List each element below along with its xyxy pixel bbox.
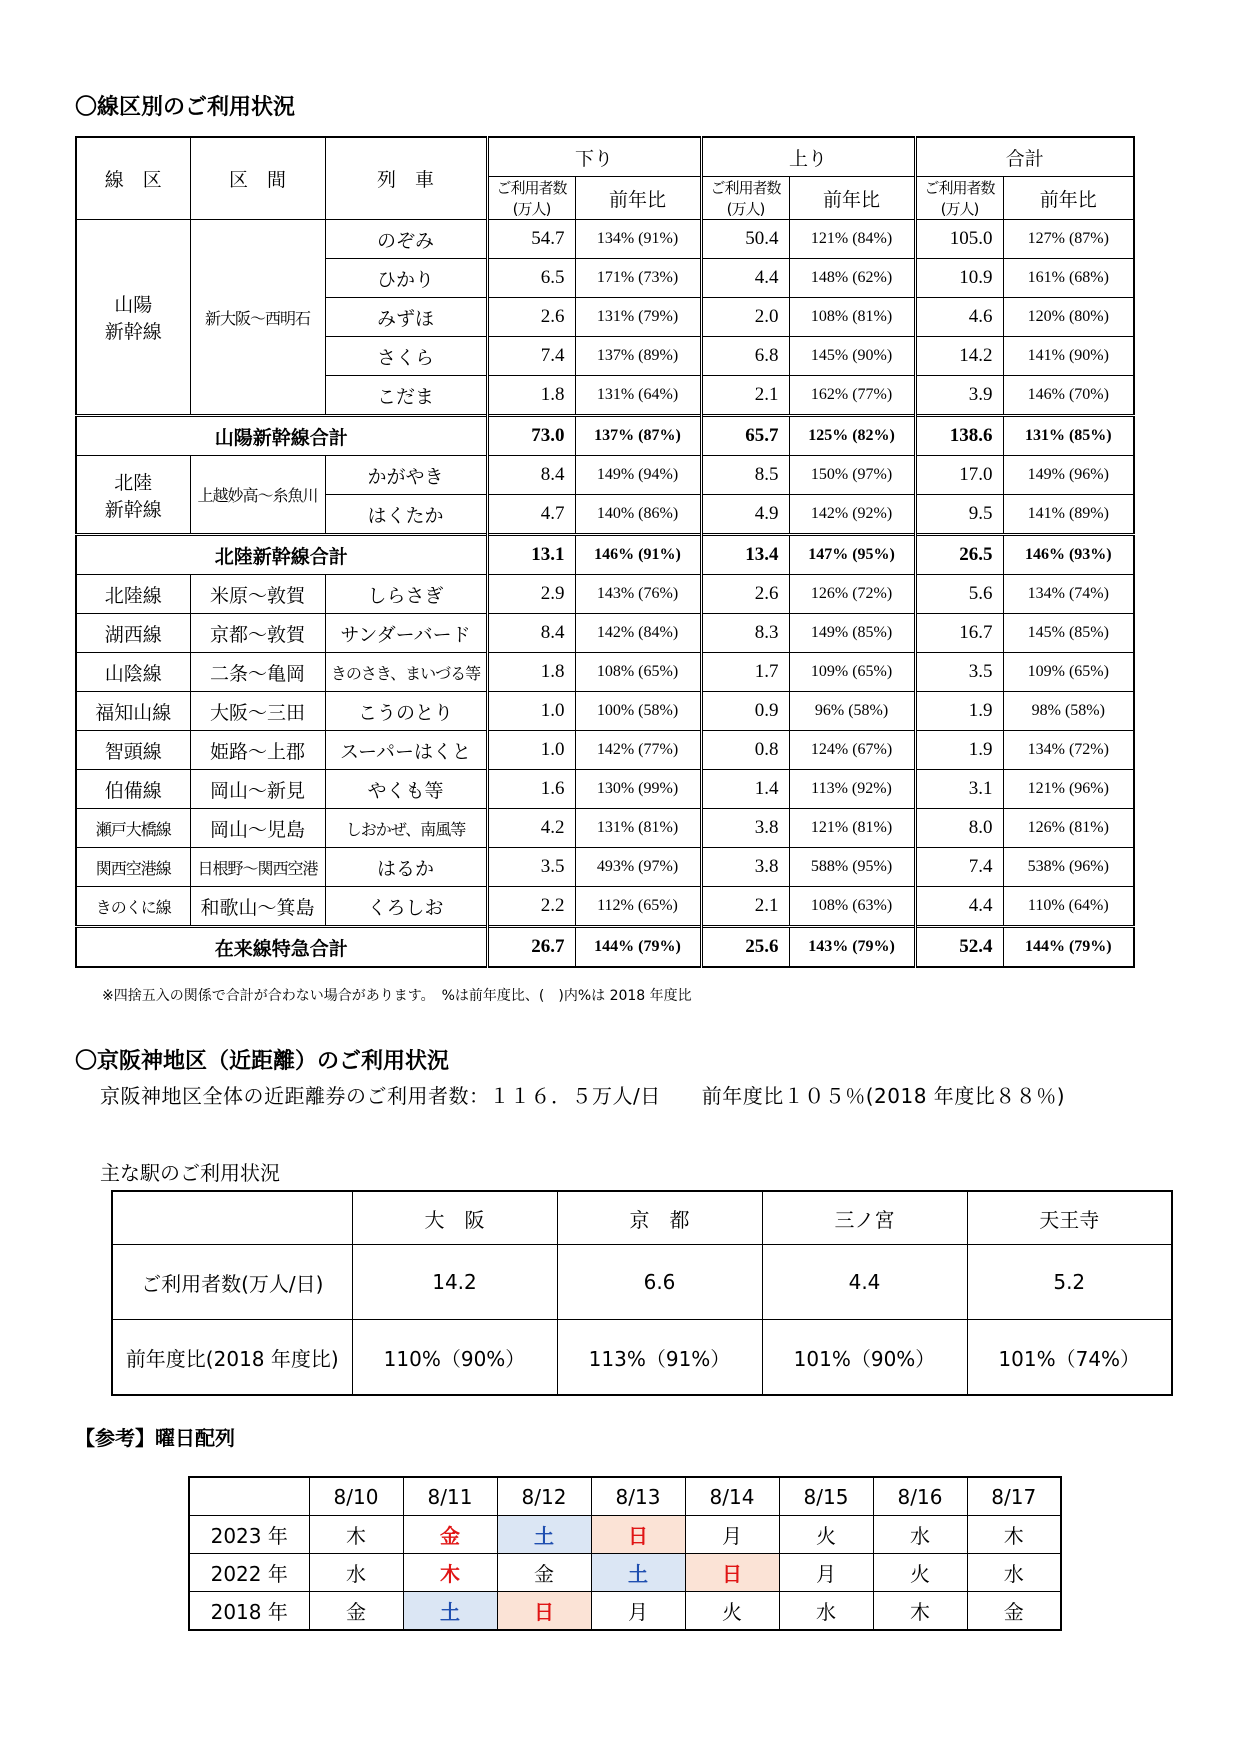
total-users-cell: 1.9 <box>915 692 1003 731</box>
weekday-cell: 火 <box>685 1592 779 1631</box>
total-users-cell: 16.7 <box>915 614 1003 653</box>
line-cell: 湖西線 <box>76 614 190 653</box>
total-ratio-cell: 146% (70%) <box>1003 376 1134 416</box>
subtotal-label: 山陽新幹線合計 <box>76 416 487 456</box>
train-cell: かがやき <box>325 456 487 495</box>
total-ratio-cell: 109% (65%) <box>1003 653 1134 692</box>
station-ratio: 101%（90%） <box>762 1320 967 1396</box>
down-ratio-cell: 143% (76%) <box>575 575 701 614</box>
station-users: 4.4 <box>762 1245 967 1320</box>
total-users-cell: 138.6 <box>915 416 1003 456</box>
down-ratio-cell: 140% (86%) <box>575 495 701 535</box>
down-users-cell: 6.5 <box>487 259 575 298</box>
station-ratio: 110%（90%） <box>352 1320 557 1396</box>
weekday-cell: 火 <box>779 1516 873 1554</box>
up-users-cell: 25.6 <box>701 927 789 968</box>
total-users-cell: 4.4 <box>915 887 1003 927</box>
weekday-cell: 水 <box>967 1554 1061 1592</box>
up-ratio-cell: 143% (79%) <box>789 927 915 968</box>
section-cell: 和歌山〜箕島 <box>190 887 325 927</box>
header-train: 列 車 <box>325 137 487 220</box>
section-cell: 岡山〜新見 <box>190 770 325 809</box>
up-users-cell: 65.7 <box>701 416 789 456</box>
date-header: 8/12 <box>497 1477 591 1516</box>
weekday-cell: 月 <box>685 1516 779 1554</box>
up-users-cell: 2.0 <box>701 298 789 337</box>
train-cell: こだま <box>325 376 487 416</box>
up-users-cell: 4.9 <box>701 495 789 535</box>
subtotal-label: 北陸新幹線合計 <box>76 535 487 575</box>
section2-title: 〇京阪神地区（近距離）のご利用状況 <box>75 1049 450 1074</box>
section-cell: 新大阪〜西明石 <box>190 220 325 416</box>
year-row <box>189 1516 1061 1554</box>
total-users-cell: 9.5 <box>915 495 1003 535</box>
down-users-cell: 1.6 <box>487 770 575 809</box>
up-users-cell: 3.8 <box>701 809 789 848</box>
total-ratio-cell: 121% (96%) <box>1003 770 1134 809</box>
up-ratio-cell: 108% (63%) <box>789 887 915 927</box>
line-cell: 山陰線 <box>76 653 190 692</box>
footnote: ※四捨五入の関係で合計が合わない場合があります。 %は前年度比、( )内%は 2018 年度比 <box>102 988 692 1004</box>
up-users-cell: 1.4 <box>701 770 789 809</box>
up-ratio-cell: 108% (81%) <box>789 298 915 337</box>
total-users-cell: 8.0 <box>915 809 1003 848</box>
down-ratio-cell: 171% (73%) <box>575 259 701 298</box>
weekday-cell: 火 <box>873 1554 967 1592</box>
up-ratio-cell: 162% (77%) <box>789 376 915 416</box>
weekday-cell: 木 <box>967 1516 1061 1554</box>
header-down-users: ご利用者数(万人) <box>487 177 575 220</box>
total-ratio-cell: 146% (93%) <box>1003 535 1134 575</box>
train-cell: しらさぎ <box>325 575 487 614</box>
down-users-cell: 3.5 <box>487 848 575 887</box>
weekday-cell: 木 <box>873 1592 967 1631</box>
total-ratio-cell: 141% (90%) <box>1003 337 1134 376</box>
table-row <box>76 614 1134 653</box>
header-down: 下り <box>487 137 701 177</box>
date-header: 8/10 <box>309 1477 403 1516</box>
total-users-cell: 3.1 <box>915 770 1003 809</box>
date-header: 8/14 <box>685 1477 779 1516</box>
date-header: 8/13 <box>591 1477 685 1516</box>
down-ratio-cell: 137% (89%) <box>575 337 701 376</box>
total-users-cell: 26.5 <box>915 535 1003 575</box>
header-section: 区 間 <box>190 137 325 220</box>
train-cell: ひかり <box>325 259 487 298</box>
header-line: 線 区 <box>76 137 190 220</box>
table-row <box>76 653 1134 692</box>
down-ratio-cell: 142% (84%) <box>575 614 701 653</box>
train-cell: みずほ <box>325 298 487 337</box>
up-ratio-cell: 124% (67%) <box>789 731 915 770</box>
weekday-cell: 木 <box>403 1554 497 1592</box>
section-cell: 大阪〜三田 <box>190 692 325 731</box>
train-cell: さくら <box>325 337 487 376</box>
line-cell: 北陸 新幹線 <box>76 456 190 535</box>
up-users-cell: 8.5 <box>701 456 789 495</box>
section1-title: 〇線区別のご利用状況 <box>75 95 296 120</box>
up-ratio-cell: 121% (81%) <box>789 809 915 848</box>
station-ratio: 113%（91%） <box>557 1320 762 1396</box>
line-cell: 智頭線 <box>76 731 190 770</box>
up-ratio-cell: 150% (97%) <box>789 456 915 495</box>
train-cell: しおかぜ、南風等 <box>325 809 487 848</box>
table-row <box>76 575 1134 614</box>
up-ratio-cell: 148% (62%) <box>789 259 915 298</box>
weekday-cell: 水 <box>309 1554 403 1592</box>
section-cell: 姫路〜上郡 <box>190 731 325 770</box>
table-row <box>76 887 1134 927</box>
users-row-label: ご利用者数(万人/日) <box>112 1245 352 1320</box>
section3-title: 【参考】曜日配列 <box>75 1426 235 1450</box>
section-cell: 京都〜敦賀 <box>190 614 325 653</box>
weekday-header-blank <box>189 1477 309 1516</box>
header-up-users: ご利用者数(万人) <box>701 177 789 220</box>
subtotal-row <box>76 927 1134 968</box>
down-ratio-cell: 131% (64%) <box>575 376 701 416</box>
train-cell: はるか <box>325 848 487 887</box>
total-users-cell: 17.0 <box>915 456 1003 495</box>
down-ratio-cell: 142% (77%) <box>575 731 701 770</box>
ratio-row-label: 前年度比(2018 年度比) <box>112 1320 352 1396</box>
down-ratio-cell: 130% (99%) <box>575 770 701 809</box>
up-ratio-cell: 588% (95%) <box>789 848 915 887</box>
date-header: 8/15 <box>779 1477 873 1516</box>
down-users-cell: 7.4 <box>487 337 575 376</box>
up-users-cell: 50.4 <box>701 220 789 259</box>
down-ratio-cell: 149% (94%) <box>575 456 701 495</box>
up-users-cell: 3.8 <box>701 848 789 887</box>
table-row <box>76 848 1134 887</box>
down-users-cell: 4.7 <box>487 495 575 535</box>
weekday-cell: 金 <box>403 1516 497 1554</box>
down-users-cell: 54.7 <box>487 220 575 259</box>
table-row <box>76 809 1134 848</box>
total-ratio-cell: 126% (81%) <box>1003 809 1134 848</box>
down-ratio-cell: 137% (87%) <box>575 416 701 456</box>
weekday-cell: 日 <box>497 1592 591 1631</box>
down-users-cell: 2.9 <box>487 575 575 614</box>
up-users-cell: 2.6 <box>701 575 789 614</box>
table-row <box>76 220 1134 259</box>
header-up-ratio: 前年比 <box>789 177 915 220</box>
total-ratio-cell: 149% (96%) <box>1003 456 1134 495</box>
total-users-cell: 1.9 <box>915 731 1003 770</box>
station-usage-table <box>111 1190 1173 1396</box>
total-ratio-cell: 98% (58%) <box>1003 692 1134 731</box>
train-cell: こうのとり <box>325 692 487 731</box>
total-ratio-cell: 120% (80%) <box>1003 298 1134 337</box>
line-cell: 福知山線 <box>76 692 190 731</box>
down-users-cell: 1.0 <box>487 731 575 770</box>
date-header: 8/16 <box>873 1477 967 1516</box>
date-header: 8/17 <box>967 1477 1061 1516</box>
total-users-cell: 5.6 <box>915 575 1003 614</box>
up-users-cell: 8.3 <box>701 614 789 653</box>
header-total-ratio: 前年比 <box>1003 177 1134 220</box>
up-ratio-cell: 149% (85%) <box>789 614 915 653</box>
line-cell: きのくに線 <box>76 887 190 927</box>
up-users-cell: 6.8 <box>701 337 789 376</box>
total-ratio-cell: 538% (96%) <box>1003 848 1134 887</box>
header-down-ratio: 前年比 <box>575 177 701 220</box>
subtotal-row <box>76 535 1134 575</box>
down-users-cell: 2.6 <box>487 298 575 337</box>
down-users-cell: 8.4 <box>487 614 575 653</box>
year-label: 2018 年 <box>189 1592 309 1631</box>
down-users-cell: 1.8 <box>487 653 575 692</box>
station-users: 14.2 <box>352 1245 557 1320</box>
section-cell: 米原〜敦賀 <box>190 575 325 614</box>
weekday-cell: 月 <box>779 1554 873 1592</box>
down-users-cell: 1.8 <box>487 376 575 416</box>
station-name: 大 阪 <box>352 1191 557 1245</box>
total-users-cell: 7.4 <box>915 848 1003 887</box>
line-cell: 北陸線 <box>76 575 190 614</box>
down-ratio-cell: 134% (91%) <box>575 220 701 259</box>
down-ratio-cell: 100% (58%) <box>575 692 701 731</box>
table-row <box>76 692 1134 731</box>
train-cell: のぞみ <box>325 220 487 259</box>
subtotal-row <box>76 416 1134 456</box>
down-ratio-cell: 144% (79%) <box>575 927 701 968</box>
total-users-cell: 52.4 <box>915 927 1003 968</box>
weekday-cell: 月 <box>591 1592 685 1631</box>
train-cell: やくも等 <box>325 770 487 809</box>
total-users-cell: 3.9 <box>915 376 1003 416</box>
down-users-cell: 2.2 <box>487 887 575 927</box>
weekday-cell: 水 <box>873 1516 967 1554</box>
weekday-cell: 土 <box>591 1554 685 1592</box>
up-ratio-cell: 142% (92%) <box>789 495 915 535</box>
up-users-cell: 2.1 <box>701 376 789 416</box>
station-name: 京 都 <box>557 1191 762 1245</box>
total-ratio-cell: 144% (79%) <box>1003 927 1134 968</box>
total-ratio-cell: 145% (85%) <box>1003 614 1134 653</box>
weekday-cell: 日 <box>591 1516 685 1554</box>
station-users: 6.6 <box>557 1245 762 1320</box>
total-users-cell: 105.0 <box>915 220 1003 259</box>
table-row <box>76 770 1134 809</box>
section-cell: 上越妙高〜糸魚川 <box>190 456 325 535</box>
line-cell: 関西空港線 <box>76 848 190 887</box>
weekday-cell: 金 <box>967 1592 1061 1631</box>
header-up: 上り <box>701 137 915 177</box>
up-users-cell: 0.8 <box>701 731 789 770</box>
total-ratio-cell: 131% (85%) <box>1003 416 1134 456</box>
table-row <box>76 731 1134 770</box>
up-ratio-cell: 126% (72%) <box>789 575 915 614</box>
station-users: 5.2 <box>967 1245 1172 1320</box>
line-usage-table <box>75 136 1135 968</box>
down-users-cell: 8.4 <box>487 456 575 495</box>
down-users-cell: 4.2 <box>487 809 575 848</box>
section-cell: 岡山〜児島 <box>190 809 325 848</box>
up-ratio-cell: 96% (58%) <box>789 692 915 731</box>
line-cell: 伯備線 <box>76 770 190 809</box>
down-ratio-cell: 493% (97%) <box>575 848 701 887</box>
up-ratio-cell: 113% (92%) <box>789 770 915 809</box>
down-users-cell: 73.0 <box>487 416 575 456</box>
total-users-cell: 14.2 <box>915 337 1003 376</box>
up-ratio-cell: 121% (84%) <box>789 220 915 259</box>
table-row <box>76 456 1134 495</box>
train-cell: くろしお <box>325 887 487 927</box>
up-users-cell: 2.1 <box>701 887 789 927</box>
station-subtitle: 主な駅のご利用状況 <box>100 1161 280 1185</box>
header-total-users: ご利用者数(万人) <box>915 177 1003 220</box>
down-ratio-cell: 131% (79%) <box>575 298 701 337</box>
total-users-cell: 4.6 <box>915 298 1003 337</box>
weekday-cell: 水 <box>779 1592 873 1631</box>
down-users-cell: 26.7 <box>487 927 575 968</box>
year-row <box>189 1592 1061 1631</box>
subtotal-label: 在来線特急合計 <box>76 927 487 968</box>
train-cell: サンダーバード <box>325 614 487 653</box>
section-cell: 二条〜亀岡 <box>190 653 325 692</box>
section-cell: 日根野〜関西空港 <box>190 848 325 887</box>
line-cell: 山陽 新幹線 <box>76 220 190 416</box>
kinki-summary: 京阪神地区全体の近距離券のご利用者数：１１６．５万人/日 前年度比１０５％(2018 年度比８８％) <box>100 1084 1066 1108</box>
up-ratio-cell: 109% (65%) <box>789 653 915 692</box>
train-cell: スーパーはくと <box>325 731 487 770</box>
total-ratio-cell: 134% (72%) <box>1003 731 1134 770</box>
down-users-cell: 1.0 <box>487 692 575 731</box>
total-ratio-cell: 127% (87%) <box>1003 220 1134 259</box>
total-users-cell: 10.9 <box>915 259 1003 298</box>
total-users-cell: 3.5 <box>915 653 1003 692</box>
down-ratio-cell: 146% (91%) <box>575 535 701 575</box>
year-row <box>189 1554 1061 1592</box>
year-label: 2022 年 <box>189 1554 309 1592</box>
header-total: 合計 <box>915 137 1134 177</box>
train-cell: きのさき、まいづる等 <box>325 653 487 692</box>
weekday-cell: 金 <box>497 1554 591 1592</box>
up-users-cell: 4.4 <box>701 259 789 298</box>
down-users-cell: 13.1 <box>487 535 575 575</box>
up-ratio-cell: 125% (82%) <box>789 416 915 456</box>
total-ratio-cell: 161% (68%) <box>1003 259 1134 298</box>
train-cell: はくたか <box>325 495 487 535</box>
station-header-blank <box>112 1191 352 1245</box>
year-label: 2023 年 <box>189 1516 309 1554</box>
total-ratio-cell: 141% (89%) <box>1003 495 1134 535</box>
weekday-cell: 金 <box>309 1592 403 1631</box>
up-users-cell: 13.4 <box>701 535 789 575</box>
total-ratio-cell: 134% (74%) <box>1003 575 1134 614</box>
station-ratio: 101%（74%） <box>967 1320 1172 1396</box>
up-users-cell: 1.7 <box>701 653 789 692</box>
weekday-cell: 木 <box>309 1516 403 1554</box>
weekday-cell: 日 <box>685 1554 779 1592</box>
weekday-table <box>188 1476 1062 1631</box>
down-ratio-cell: 131% (81%) <box>575 809 701 848</box>
up-ratio-cell: 147% (95%) <box>789 535 915 575</box>
date-header: 8/11 <box>403 1477 497 1516</box>
up-ratio-cell: 145% (90%) <box>789 337 915 376</box>
down-ratio-cell: 112% (65%) <box>575 887 701 927</box>
weekday-cell: 土 <box>403 1592 497 1631</box>
station-name: 三ノ宮 <box>762 1191 967 1245</box>
station-name: 天王寺 <box>967 1191 1172 1245</box>
up-users-cell: 0.9 <box>701 692 789 731</box>
down-ratio-cell: 108% (65%) <box>575 653 701 692</box>
line-cell: 瀬戸大橋線 <box>76 809 190 848</box>
total-ratio-cell: 110% (64%) <box>1003 887 1134 927</box>
weekday-cell: 土 <box>497 1516 591 1554</box>
